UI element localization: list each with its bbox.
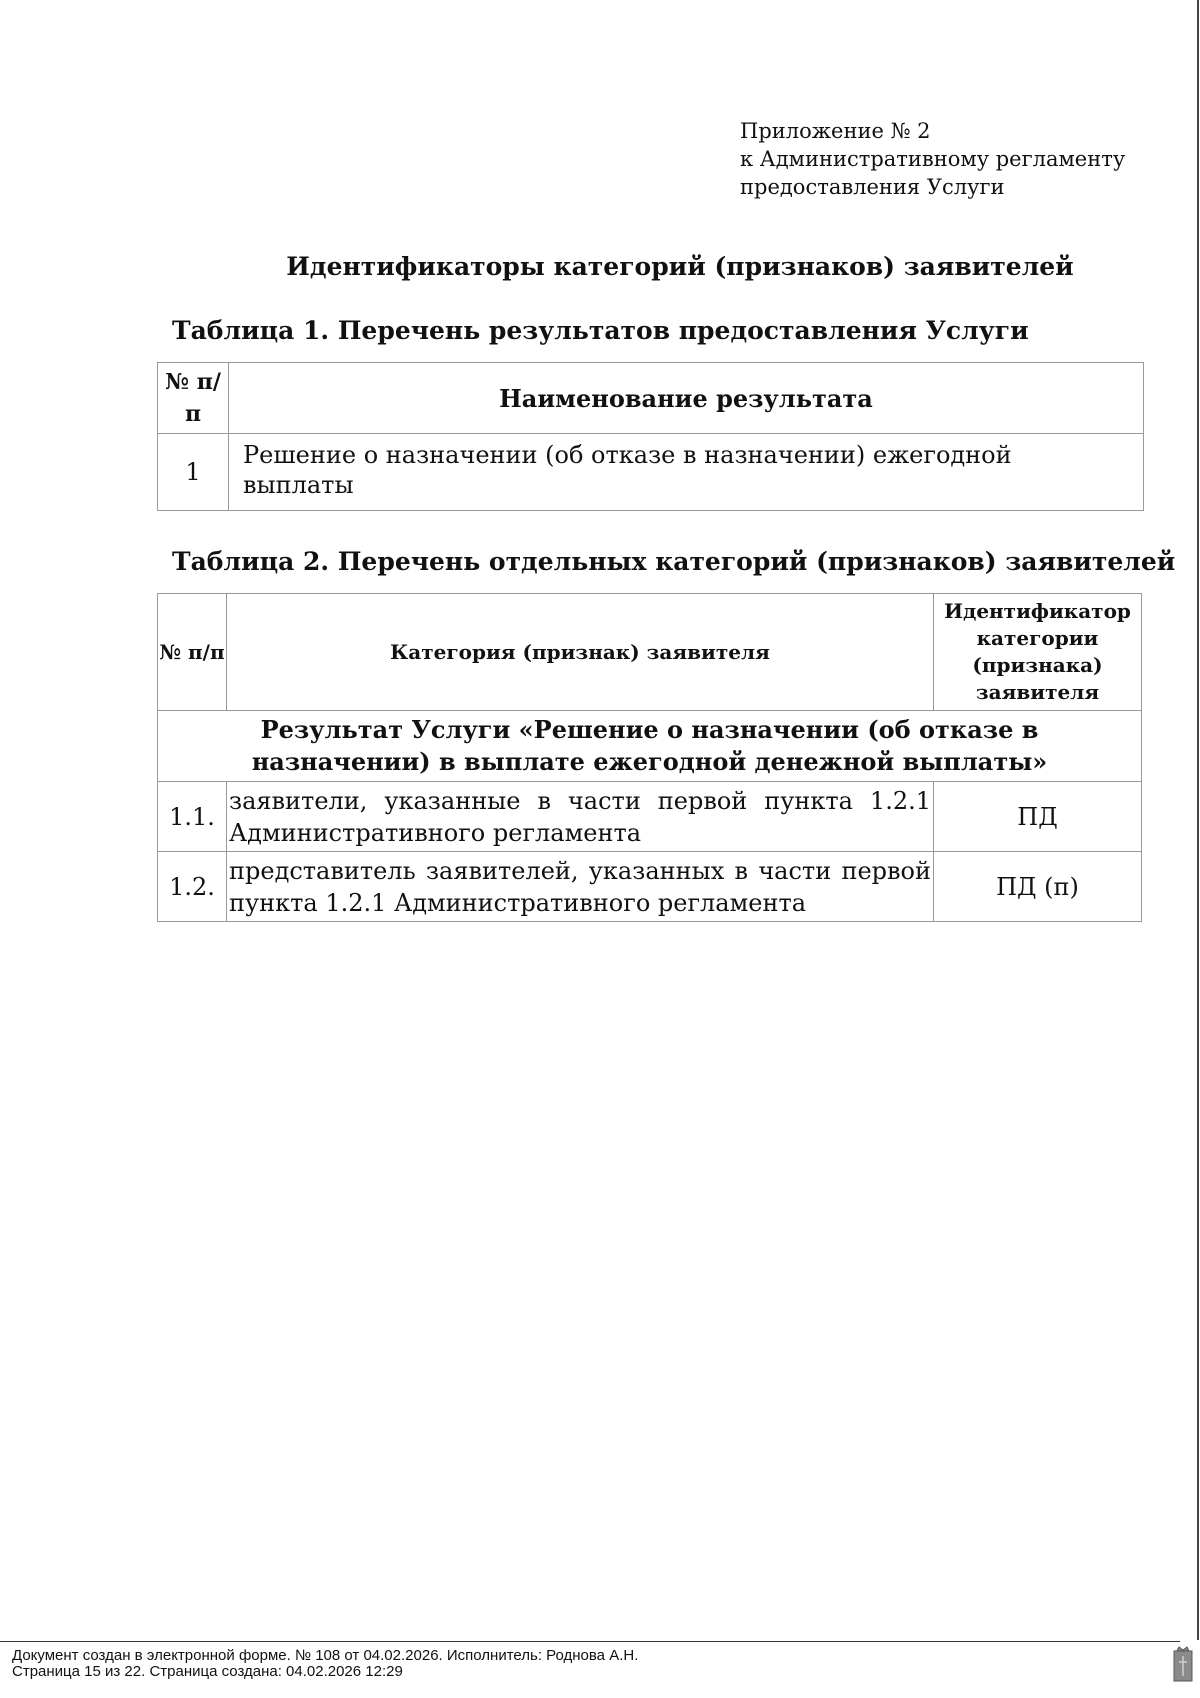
row-num: 1.2. <box>158 852 227 922</box>
appendix-line-1: Приложение № 2 <box>740 119 931 143</box>
footer-line-2: Страница 15 из 22. Страница создана: 04.02.2026 12:29 <box>12 1663 403 1680</box>
row-category: заявители, указанные в части первой пункта 1.2.1 Административного регламента <box>227 782 934 852</box>
row-identifier: ПД <box>934 782 1142 852</box>
categories-table <box>157 593 1142 922</box>
header-num: № п/п <box>158 363 229 434</box>
row-category: представитель заявителей, указанных в части первой пункта 1.2.1 Административного регламента <box>227 852 934 922</box>
row-num: 1.1. <box>158 782 227 852</box>
table2-caption: Таблица 2. Перечень отдельных категорий (признаков) заявителей <box>172 547 1176 576</box>
row-num: 1 <box>158 434 229 511</box>
header-result-name: Наименование результата <box>229 363 1144 434</box>
row-result-name: Решение о назначении (об отказе в назначении) ежегодной выплаты <box>229 434 1144 511</box>
footer <box>12 1648 638 1680</box>
table-row <box>158 782 1142 852</box>
footer-divider <box>0 1641 1180 1642</box>
table-row <box>158 434 1144 511</box>
header-identifier: Идентификатор категории (признака) заявителя <box>934 594 1142 711</box>
row-identifier: ПД (п) <box>934 852 1142 922</box>
appendix-note <box>740 117 1125 201</box>
table-header-row <box>158 594 1142 711</box>
results-table <box>157 362 1144 511</box>
table-header-row <box>158 363 1144 434</box>
appendix-line-2: к Административному регламенту <box>740 147 1126 171</box>
header-category: Категория (признак) заявителя <box>227 594 934 711</box>
document-title: Идентификаторы категорий (признаков) заявителей <box>286 252 1074 281</box>
appendix-line-3: предоставления Услуги <box>740 175 1005 199</box>
page-edge-rule <box>1197 0 1199 1640</box>
footer-line-1: Документ создан в электронной форме. № 108 от 04.02.2026. Исполнитель: Роднова А.Н. <box>12 1647 639 1664</box>
section-row <box>158 711 1142 782</box>
table-row <box>158 852 1142 922</box>
section-title: Результат Услуги «Решение о назначении (об отказе в назначении) в выплате ежегодной денежной выплаты» <box>158 711 1142 782</box>
coat-of-arms-icon <box>1173 1646 1193 1682</box>
table1-caption: Таблица 1. Перечень результатов предоставления Услуги <box>172 316 1029 345</box>
header-num: № п/п <box>158 594 227 711</box>
